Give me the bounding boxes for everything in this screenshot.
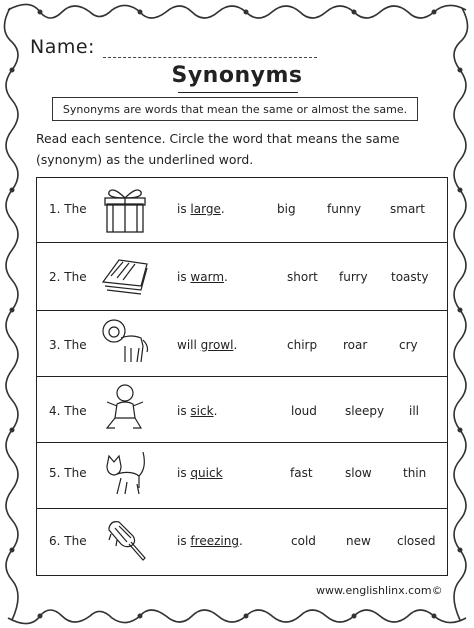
punctuation: . xyxy=(238,534,243,548)
option-word[interactable]: cold xyxy=(291,534,316,548)
popsicle-icon xyxy=(101,516,149,566)
sentence-tail xyxy=(177,338,237,352)
verb: is xyxy=(177,534,187,548)
sentence-tail xyxy=(177,466,223,480)
table-row xyxy=(37,178,447,243)
row-number: 4. The xyxy=(49,404,87,418)
option-word[interactable]: new xyxy=(346,534,371,548)
option-word[interactable]: funny xyxy=(327,202,362,216)
verb: is xyxy=(177,404,187,418)
sentence-tail xyxy=(177,202,225,216)
verb: is xyxy=(177,466,187,480)
table-row xyxy=(37,508,447,575)
underlined-word: growl xyxy=(200,338,234,352)
punctuation: . xyxy=(220,202,225,216)
option-word[interactable]: sleepy xyxy=(345,404,385,418)
punctuation: . xyxy=(224,270,228,284)
underlined-word: large xyxy=(190,202,221,216)
table-row xyxy=(37,376,447,443)
option-word[interactable]: cry xyxy=(399,338,418,352)
option-word[interactable]: short xyxy=(287,270,318,284)
option-word[interactable]: furry xyxy=(339,270,368,284)
option-word[interactable]: toasty xyxy=(391,270,429,284)
definition-box xyxy=(52,97,418,121)
cat-icon xyxy=(101,448,149,498)
option-word[interactable]: ill xyxy=(409,404,420,418)
sentence-tail xyxy=(177,270,228,284)
row-number: 2. The xyxy=(49,270,87,284)
name-label: Name: xyxy=(30,36,95,58)
footer-credit: www.englishlinx.com© xyxy=(316,584,443,597)
verb: will xyxy=(177,338,197,352)
table-row xyxy=(37,442,447,509)
exercise-table xyxy=(36,177,448,576)
name-line[interactable] xyxy=(103,39,317,58)
option-word[interactable]: fast xyxy=(290,466,313,480)
sentence-tail xyxy=(177,404,217,418)
underlined-word: quick xyxy=(190,466,223,480)
blanket-icon xyxy=(101,252,149,302)
gift-icon xyxy=(101,184,149,234)
name-row xyxy=(30,36,317,58)
baby-icon xyxy=(101,382,149,432)
underlined-word: freezing xyxy=(190,534,239,548)
option-word[interactable]: smart xyxy=(390,202,425,216)
instructions: Read each sentence. Circle the word that means the same (synonym) as the underlined word. xyxy=(36,131,400,167)
verb: is xyxy=(177,270,187,284)
definition-text: Synonyms are words that mean the same or almost the same. xyxy=(62,102,408,116)
row-number: 1. The xyxy=(49,202,87,216)
sentence-tail xyxy=(177,534,243,548)
option-word[interactable]: roar xyxy=(343,338,368,352)
punctuation: . xyxy=(233,338,238,352)
option-word[interactable]: slow xyxy=(345,466,372,480)
option-word[interactable]: loud xyxy=(291,404,317,418)
option-word[interactable]: thin xyxy=(403,466,427,480)
row-number: 5. The xyxy=(49,466,87,480)
row-number: 3. The xyxy=(49,338,87,352)
option-word[interactable]: closed xyxy=(397,534,436,548)
row-number: 6. The xyxy=(49,534,87,548)
table-row xyxy=(37,310,447,377)
lion-icon xyxy=(101,316,149,366)
verb: is xyxy=(177,202,187,216)
punctuation: . xyxy=(213,404,218,418)
page-title: Synonyms xyxy=(171,63,303,88)
title-underline xyxy=(178,92,298,93)
underlined-word: sick xyxy=(190,404,214,418)
option-word[interactable]: big xyxy=(277,202,296,216)
table-row xyxy=(37,242,447,311)
underlined-word: warm xyxy=(190,270,225,284)
option-word[interactable]: chirp xyxy=(287,338,318,352)
